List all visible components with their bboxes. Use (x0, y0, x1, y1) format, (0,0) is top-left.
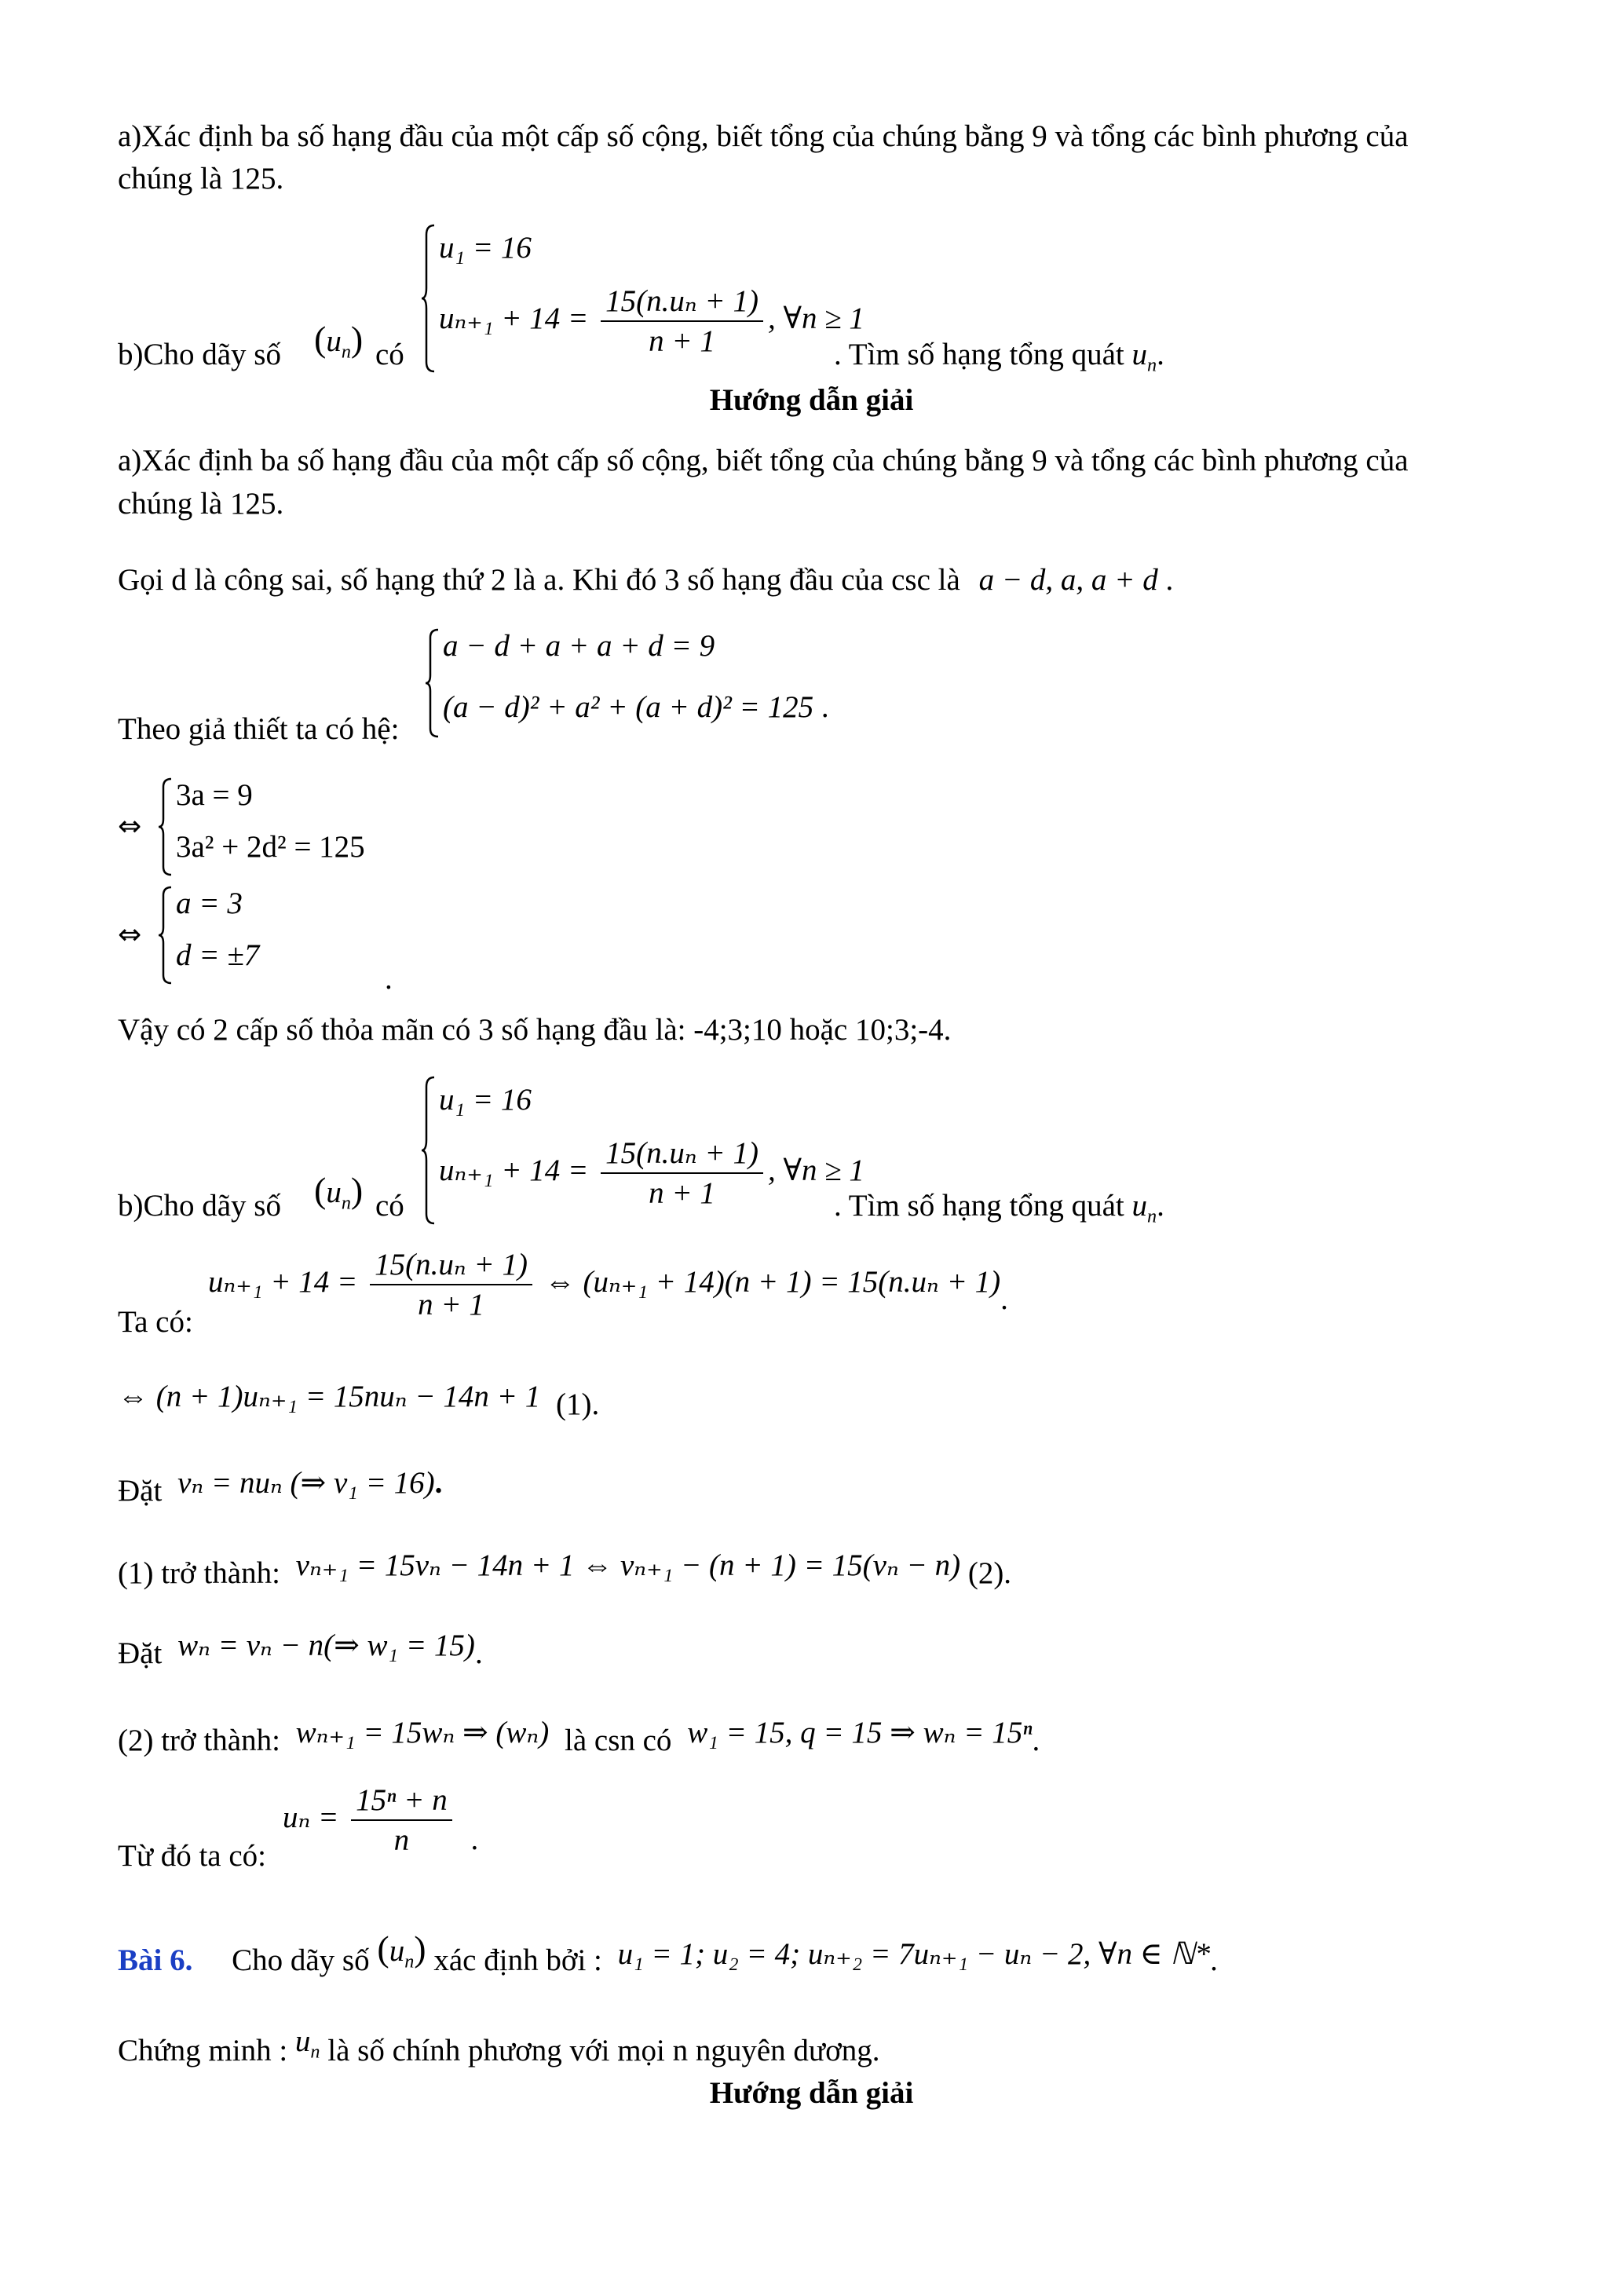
system-3-eq1: a = 3 (176, 887, 243, 920)
sequence-un-label: $(u_n)$ (314, 1170, 364, 1214)
recurrence-eq2: uₙ₊₁ + 14 = $\frac{\text{15(n.uₙ + 1)}}{n + 1}$ , ∀n ≥ 1 (439, 1136, 865, 1210)
recurrence-eq1: u₁ = 16 (439, 231, 532, 265)
system-3-eq2: d = ±7 (176, 938, 260, 972)
sequence-un-label: $(u_n)$ (314, 319, 364, 363)
system-2-eq1: 3a = 9 (176, 778, 253, 812)
left-brace-icon (420, 224, 436, 373)
system-1-eq1: a − d + a + a + d = 9 (443, 629, 715, 663)
system-1-eq2: (a − d)² + a² + (a + d)² = 125 . (443, 690, 829, 724)
from-label: Từ đó ta có: (118, 1839, 267, 1873)
left-brace-icon (157, 886, 173, 985)
system-3: ⇔ a = 3 d = ±7 . (118, 887, 393, 996)
system-1 (424, 628, 832, 746)
solution-heading: Hướng dẫn giải (709, 383, 914, 417)
question-a-line2: chúng là 125. (118, 162, 284, 196)
left-brace-icon (420, 1076, 436, 1225)
solution-a-conclusion: Vậy có 2 cấp số thỏa mãn có 3 số hạng đầu là: -4;3;10 hoặc 10;3;-4. (118, 1013, 952, 1047)
solution-a-intro: Gọi d là công sai, số hạng thứ 2 là a. Khi đó 3 số hạng đầu của csc là a − d, a, a + d . (118, 563, 1174, 597)
recurrence-system (420, 224, 865, 381)
transform-2: (2) trở thành: wₙ₊₁ = 15wₙ ⇒ (wₙ) là csn có w₁ = 15, q = 15 ⇒ wₙ = 15ⁿ. (118, 1716, 1040, 1757)
question-b-suffix: . Tìm số hạng tổng quát $u_n$. (834, 338, 1164, 376)
step-1: uₙ₊₁ + 14 = $\frac{\text{15(n.uₙ + 1)}}{n + 1}$ ⇔ (uₙ₊₁ + 14)(n + 1) = 15(n.uₙ + 1). (208, 1248, 1008, 1322)
bai6-label: Bài 6. (118, 1943, 193, 1977)
system-2-eq2: 3a² + 2d² = 125 (176, 830, 365, 864)
iff-symbol: ⇔ (118, 919, 142, 951)
co-word: có (375, 1189, 404, 1223)
system-2 (118, 777, 448, 879)
bai6-heading: Hướng dẫn giải (709, 2076, 914, 2110)
question-a-line1: a)Xác định ba số hạng đầu của một cấp số cộng, biết tổng của chúng bằng 9 và tổng các bình phương của (118, 119, 1409, 153)
left-brace-icon (157, 777, 173, 876)
solution-a-line2: chúng là 125. (118, 487, 284, 521)
solution-b-prefix: b)Cho dãy số (118, 1189, 281, 1223)
question-b-prefix: b)Cho dãy số (118, 338, 281, 371)
bai6-line: Bài 6. Cho dãy số $(u_n)$ xác định bởi : u₁ = 1; u₂ = 4; uₙ₊₂ = 7uₙ₊₁ − uₙ − 2, ∀n ∈ ℕ*. (118, 1929, 1218, 1977)
hypothesis-label: Theo giả thiết ta có hệ: (118, 712, 400, 746)
co-word: có (375, 338, 404, 371)
solution-b-suffix: . Tìm số hạng tổng quát $u_n$. (834, 1189, 1164, 1227)
iff-symbol: ⇔ (118, 810, 142, 843)
final-result: uₙ = $\frac{\text{15ⁿ + n}}{n}$ . (283, 1783, 479, 1857)
step-2: ⇔ (n + 1)uₙ₊₁ = 15nuₙ − 14n + 1 (1). (118, 1380, 600, 1421)
bai6-prove: Chứng minh : $u_n$ là số chính phương với mọi n nguyên dương. (118, 2024, 880, 2067)
dat-2: Đặt wₙ = vₙ − n(⇒ w₁ = 15). (118, 1629, 483, 1670)
dat-1: Đặt vₙ = nuₙ (⇒ v₁ = 16). (118, 1466, 443, 1508)
recurrence-system-repeat (420, 1076, 865, 1233)
recurrence-eq1: u₁ = 16 (439, 1083, 532, 1117)
solution-a-line1: a)Xác định ba số hạng đầu của một cấp số cộng, biết tổng của chúng bằng 9 và tổng các bình phương của (118, 444, 1409, 477)
transform-1: (1) trở thành: vₙ₊₁ = 15vₙ − 14n + 1 ⇔ vₙ₊₁ − (n + 1) = 15(vₙ − n) (2). (118, 1548, 1012, 1590)
ta-co-label: Ta có: (118, 1305, 193, 1339)
recurrence-eq2: uₙ₊₁ + 14 = $\frac{\text{15(n.uₙ + 1)}}{n + 1}$ , ∀n ≥ 1 (439, 284, 865, 358)
left-brace-icon (424, 628, 440, 738)
